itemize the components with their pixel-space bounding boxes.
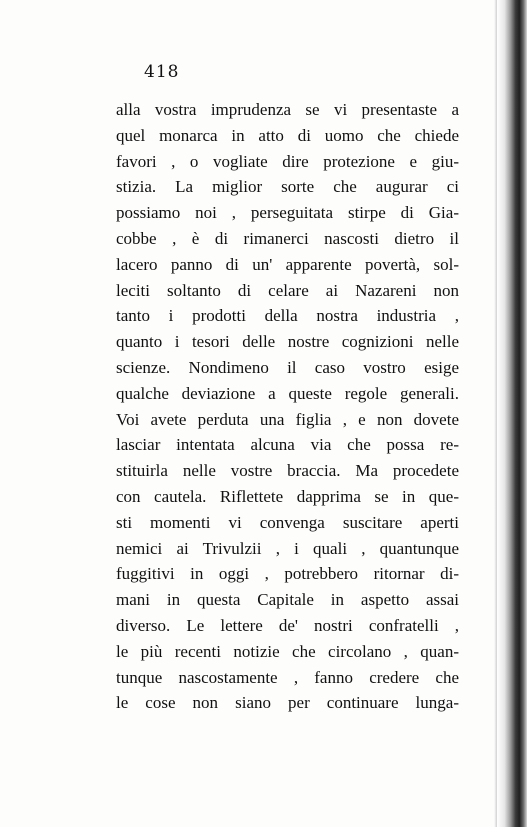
text-line: con cautela. Riflettete dapprima se in que- xyxy=(116,486,459,506)
text-line: possiamo noi , perseguitata stirpe di Gia- xyxy=(116,203,459,223)
book-spine-shadow xyxy=(497,0,527,827)
text-line: cobbe , è di rimanerci nascosti dietro il xyxy=(116,228,459,248)
body-text xyxy=(116,97,459,716)
text-line: favori , o vogliate dire protezione e giu- xyxy=(116,151,459,171)
text-line: Voi avete perduta una figlia , e non dovete xyxy=(116,409,459,429)
text-line: stituirla nelle vostre braccia. Ma procedete xyxy=(116,461,459,481)
text-line: stizia. La miglior sorte che augurar ci xyxy=(116,177,459,197)
text-line: lacero panno di un' apparente povertà, sol- xyxy=(116,254,459,274)
text-line: qualche deviazione a queste regole generali. xyxy=(116,383,459,403)
text-line: le cose non siano per continuare lunga- xyxy=(116,693,459,713)
text-line: quanto i tesori delle nostre cognizioni nelle xyxy=(116,332,459,352)
text-line: scienze. Nondimeno il caso vostro esige xyxy=(116,357,459,377)
text-line: quel monarca in atto di uomo che chiede xyxy=(116,125,459,145)
text-line: leciti soltanto di celare ai Nazareni non xyxy=(116,280,459,300)
text-line: le più recenti notizie che circolano , quan- xyxy=(116,641,459,661)
text-line: nemici ai Trivulzii , i quali , quantunque xyxy=(116,538,459,558)
text-line: alla vostra imprudenza se vi presentaste a xyxy=(116,100,459,119)
text-line: lasciar intentata alcuna via che possa re- xyxy=(116,435,459,455)
page-number: 418 xyxy=(144,62,180,82)
text-line: tanto i prodotti della nostra industria , xyxy=(116,306,459,326)
text-line: fuggitivi in oggi , potrebbero ritornar di- xyxy=(116,564,459,584)
text-line: diverso. Le lettere de' nostri confratelli , xyxy=(116,615,459,635)
text-line: tunque nascostamente , fanno credere che xyxy=(116,667,459,687)
text-line: sti momenti vi convenga suscitare aperti xyxy=(116,512,459,532)
text-line: mani in questa Capitale in aspetto assai xyxy=(116,590,459,610)
